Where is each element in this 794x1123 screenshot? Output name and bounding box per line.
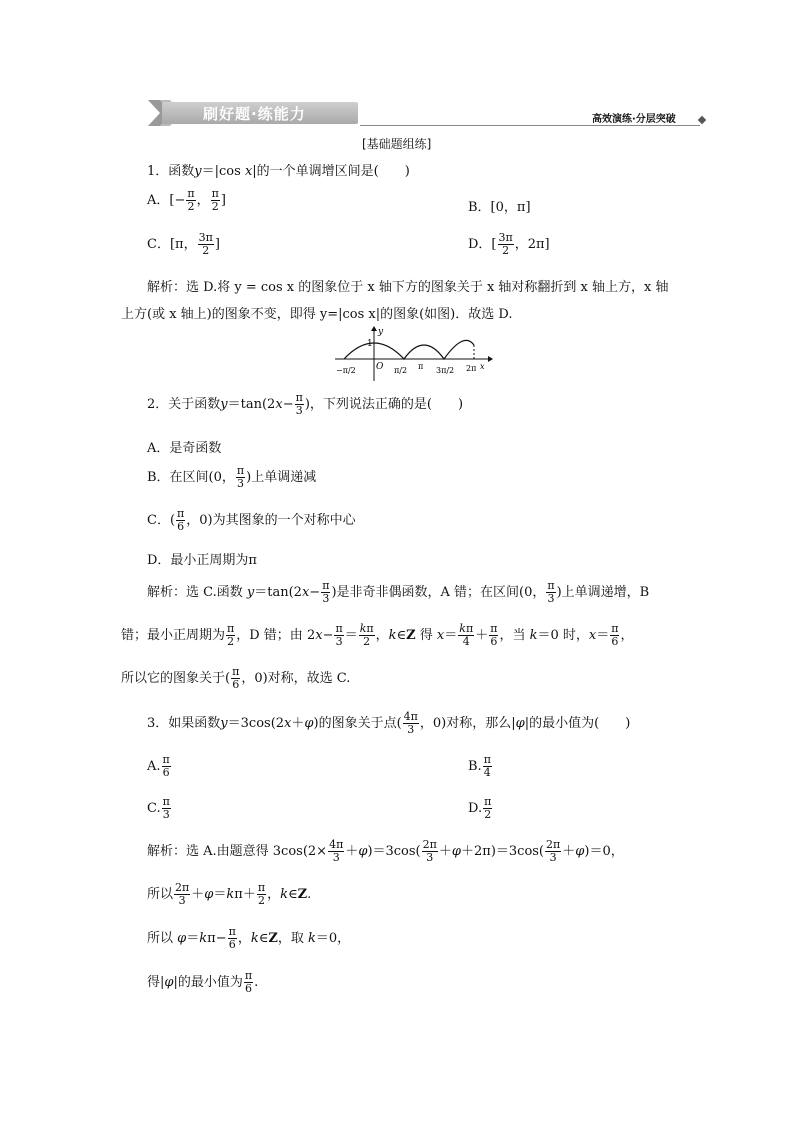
graph-two-pi-label: 2π (466, 364, 477, 373)
q2-option-b: B．在区间(0， $\frac{\pi}{3}$ )上单调递减 (147, 464, 317, 490)
q3-option-c: C. $\frac{\pi}{3}$ (147, 795, 170, 821)
graph-neg-half-pi-label: −π/2 (336, 366, 356, 375)
banner-title: 刷好题·练能力 (203, 105, 306, 123)
graph-y-label: y (378, 327, 384, 337)
q1-solution-line1: 解析：选 D.将 y = cos x 的图象位于 x 轴下方的图象关于 x 轴对称翻折到 x 轴上方，x 轴 (147, 280, 669, 295)
diamond-icon (698, 116, 706, 124)
graph-x-label: x (480, 362, 485, 371)
q3-solution-line3: 所以 φ＝kπ− $\frac{\pi}{6}$ ，k∈Z，取 k＝0， (147, 925, 351, 951)
q3-solution-line1: 解析：选 A.由题意得 3cos(2× $\frac{4\pi}{3}$ ＋φ)＝3cos( $\frac{2\pi}{3}$ ＋φ＋2π)＝3cos( $\frac{2\pi}{3}$ ＋φ)＝0， (147, 838, 624, 864)
q1-option-c: C．[π， $\frac{3\pi}{2}$ ] (147, 231, 220, 257)
header-right-text: 高效演练·分层突破 (592, 114, 676, 125)
q1-solution-line2: 上方(或 x 轴上)的图象不变，即得 y=|cos x|的图象(如图)．故选 D. (121, 307, 513, 322)
q3-solution-line2: 所以 $\frac{2\pi}{3}$ ＋φ＝kπ＋ $\frac{\pi}{2}$ ，k∈Z. (147, 881, 312, 907)
q2-option-a: A．是奇函数 (147, 441, 222, 456)
q1-stem: 1．函数y＝|cos x|的一个单调增区间是( ) (147, 164, 410, 179)
q1-option-d: D．[ $\frac{3\pi}{2}$ ，2π] (468, 231, 550, 257)
header-rule (360, 125, 700, 126)
q2-option-d: D．最小正周期为π (147, 553, 257, 568)
graph-one-label: 1 (367, 339, 373, 349)
graph-pi-label: π (418, 362, 424, 371)
abs-cos-graph (330, 325, 495, 383)
graph-origin-label: O (376, 362, 384, 372)
q1-option-a: A．[− $\frac{\pi}{2}$ ， $\frac{\pi}{2}$ ] (147, 187, 226, 213)
q2-solution-line2: 错；最小正周期为 $\frac{\pi}{2}$ ，D 错；由 2x− $\frac{\pi}{3}$ ＝ $\frac{k\pi}{2}$ ，k∈Z 得 x＝ $\frac{k\pi}{4}$ ＋ $\frac{\pi}{6}$ ，当 k＝0 时，x＝ $\frac{\pi}{6}$ ， (121, 622, 634, 648)
q2-option-c: C．( $\frac{\pi}{6}$ ，0)为其图象的一个对称中心 (147, 507, 356, 533)
q3-option-b: B. $\frac{\pi}{4}$ (468, 753, 491, 779)
q3-option-d: D. $\frac{\pi}{2}$ (468, 795, 492, 821)
header-banner (148, 100, 360, 126)
q3-solution-line4: 得|φ|的最小值为 $\frac{\pi}{6}$ . (147, 969, 259, 995)
q2-solution-line1: 解析：选 C.函数 y＝tan(2x− $\frac{\pi}{3}$ )是非奇非偶函数，A 错；在区间(0， $\frac{\pi}{3}$ )上单调递增，B (147, 579, 650, 605)
q3-stem: 3．如果函数y＝3cos(2x＋φ)的图象关于点( $\frac{4\pi}{3}$ ，0)对称，那么|φ|的最小值为( ) (147, 710, 631, 736)
q3-option-a: A. $\frac{\pi}{6}$ (147, 753, 170, 779)
section-title: [基础题组练] (362, 137, 432, 151)
graph-three-half-pi-label: 3π/2 (436, 366, 455, 375)
q2-solution-line3: 所以它的图象关于( $\frac{\pi}{6}$ ，0)对称，故选 C. (121, 665, 351, 691)
q2-stem: 2．关于函数y＝tan(2x− $\frac{\pi}{3}$ )，下列说法正确的是( ) (147, 391, 464, 417)
graph-half-pi-label: π/2 (394, 366, 408, 375)
q1-option-b: B．[0，π] (468, 200, 531, 215)
